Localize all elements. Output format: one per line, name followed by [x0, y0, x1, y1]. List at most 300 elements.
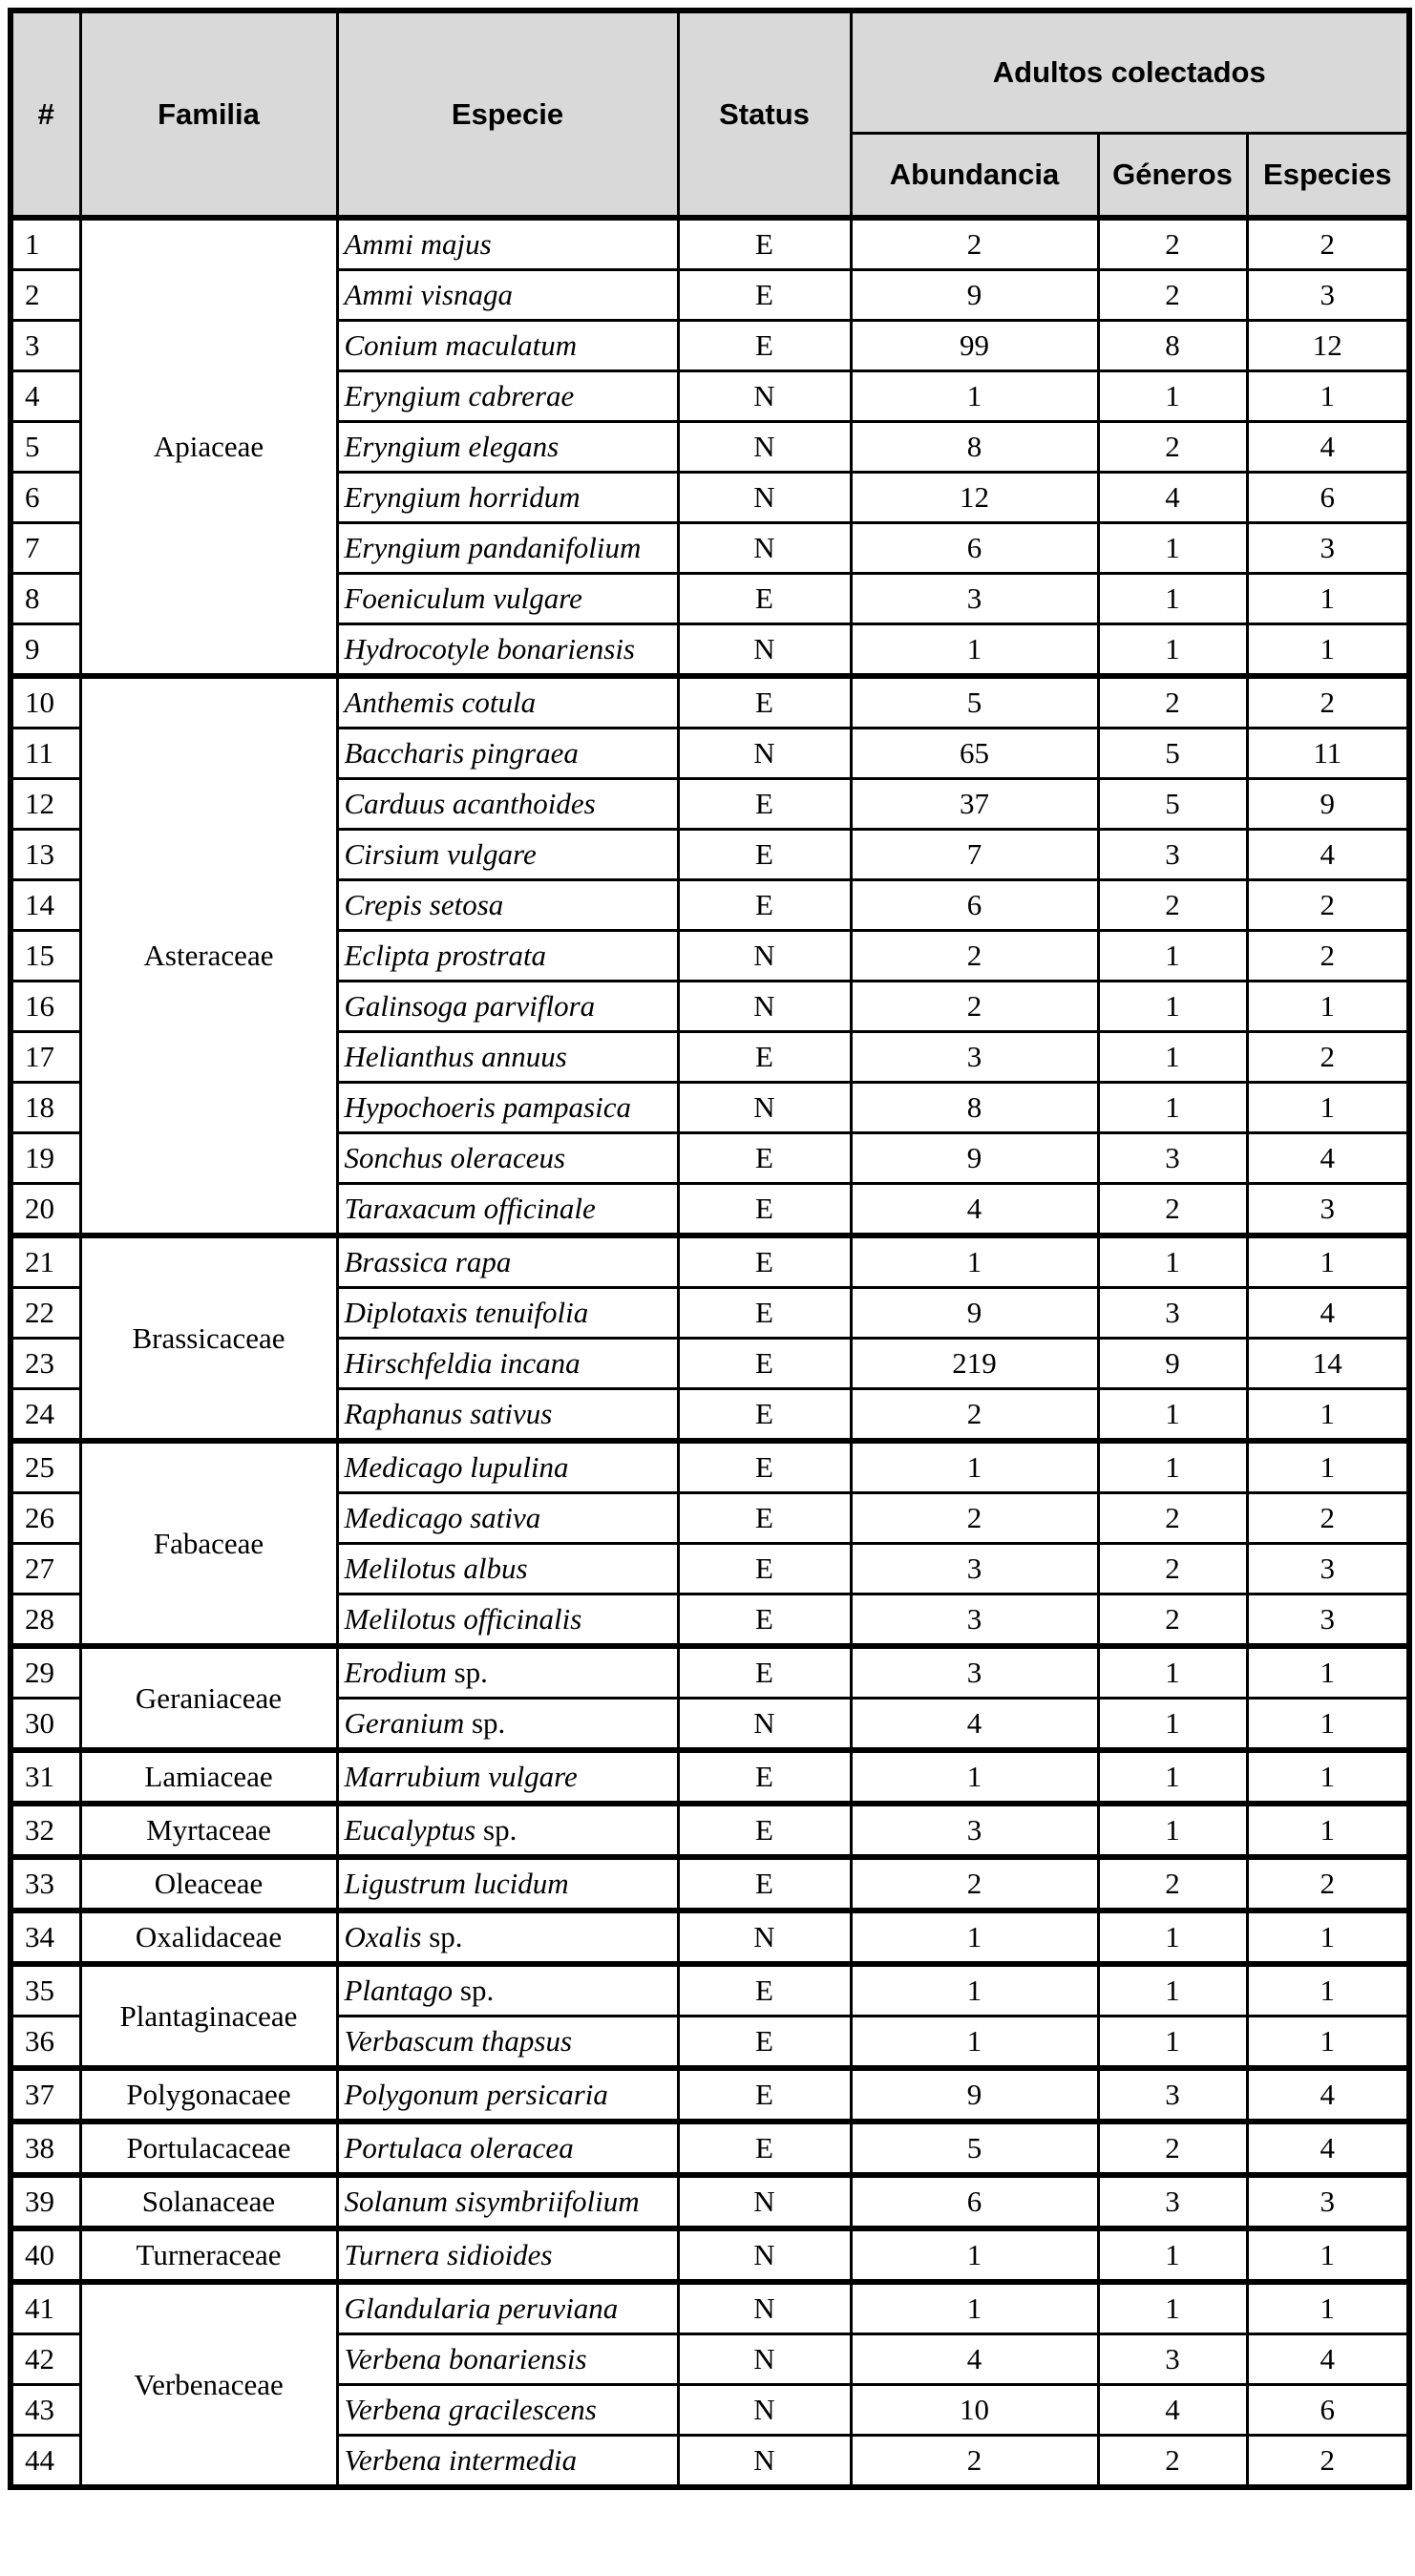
family-name: Asteraceae [80, 676, 337, 1235]
species-binomial: Eryngium pandanifolium [344, 531, 642, 564]
status-value: E [678, 1750, 851, 1804]
especies-value: 3 [1247, 1544, 1409, 1594]
especies-value: 1 [1247, 1389, 1409, 1442]
row-number: 35 [11, 1964, 80, 2016]
especies-value: 2 [1247, 931, 1409, 982]
row-number: 29 [11, 1646, 80, 1699]
family-group [11, 2228, 1409, 2282]
especies-value: 2 [1247, 1493, 1409, 1544]
status-value: E [678, 1646, 851, 1699]
species-binomial: Geranium [344, 1706, 465, 1740]
generos-value: 1 [1098, 371, 1247, 422]
generos-value: 1 [1098, 1083, 1247, 1133]
generos-value: 1 [1098, 523, 1247, 574]
generos-value: 3 [1098, 1133, 1247, 1184]
row-number: 13 [11, 830, 80, 880]
status-value: N [678, 624, 851, 677]
row-number: 23 [11, 1339, 80, 1389]
abundancia-value: 4 [851, 1184, 1098, 1236]
abundancia-value: 3 [851, 1646, 1098, 1699]
species-binomial: Melilotus albus [344, 1552, 528, 1585]
status-value: N [678, 371, 851, 422]
abundancia-value: 1 [851, 1235, 1098, 1288]
row-number: 30 [11, 1699, 80, 1751]
status-value: N [678, 523, 851, 574]
species-name [337, 1339, 678, 1389]
family-name: Lamiaceae [80, 1750, 337, 1804]
species-binomial: Oxalis [344, 1920, 422, 1953]
species-name [337, 1699, 678, 1751]
row-number: 37 [11, 2068, 80, 2122]
generos-value: 2 [1098, 2122, 1247, 2175]
generos-value: 2 [1098, 1544, 1247, 1594]
family-group [11, 1750, 1409, 1804]
family-group [11, 676, 1409, 1235]
status-value: N [678, 2334, 851, 2385]
generos-value: 2 [1098, 676, 1247, 728]
species-name [337, 1857, 678, 1911]
row-number: 21 [11, 1235, 80, 1288]
species-binomial: Brassica rapa [344, 1245, 512, 1278]
generos-value: 2 [1098, 880, 1247, 931]
abundancia-value: 4 [851, 1699, 1098, 1751]
species-binomial: Medicago lupulina [344, 1450, 569, 1484]
abundancia-value: 1 [851, 1441, 1098, 1493]
species-name [337, 1594, 678, 1647]
row-number: 26 [11, 1493, 80, 1544]
table-row [11, 2228, 1409, 2282]
header-generos: Géneros [1098, 134, 1247, 219]
species-name [337, 473, 678, 523]
species-binomial: Helianthus annuus [344, 1040, 567, 1073]
species-binomial: Raphanus sativus [344, 1397, 553, 1430]
abundancia-value: 3 [851, 1804, 1098, 1857]
generos-value: 2 [1098, 270, 1247, 321]
row-number: 2 [11, 270, 80, 321]
species-binomial: Eryngium cabrerae [344, 379, 575, 412]
especies-value: 1 [1247, 1235, 1409, 1288]
status-value: E [678, 1288, 851, 1339]
especies-value: 4 [1247, 1288, 1409, 1339]
row-number: 32 [11, 1804, 80, 1857]
family-group [11, 1441, 1409, 1646]
status-value: E [678, 880, 851, 931]
species-binomial: Verbena bonariensis [344, 2342, 587, 2375]
especies-value: 1 [1247, 1964, 1409, 2016]
family-name: Turneraceae [80, 2228, 337, 2282]
species-name [337, 2016, 678, 2069]
abundancia-value: 3 [851, 1032, 1098, 1083]
row-number: 24 [11, 1389, 80, 1442]
species-suffix: sp. [475, 1813, 517, 1847]
generos-value: 1 [1098, 1389, 1247, 1442]
header-status: Status [678, 11, 851, 218]
species-suffix: sp. [453, 1974, 495, 2007]
family-group [11, 1235, 1409, 1441]
abundancia-value: 9 [851, 1288, 1098, 1339]
row-number: 15 [11, 931, 80, 982]
especies-value: 11 [1247, 728, 1409, 779]
generos-value: 2 [1098, 1184, 1247, 1236]
species-name [337, 2175, 678, 2228]
species-binomial: Marrubium vulgare [344, 1760, 578, 1793]
generos-value: 8 [1098, 321, 1247, 371]
status-value: E [678, 1235, 851, 1288]
especies-value: 1 [1247, 371, 1409, 422]
species-name [337, 1544, 678, 1594]
especies-value: 4 [1247, 2334, 1409, 2385]
status-value: N [678, 422, 851, 473]
species-binomial: Eryngium elegans [344, 430, 560, 463]
species-name [337, 2385, 678, 2436]
header-especies: Especies [1247, 134, 1409, 219]
especies-value: 12 [1247, 321, 1409, 371]
abundancia-value: 2 [851, 931, 1098, 982]
species-binomial: Sonchus oleraceus [344, 1141, 566, 1174]
species-binomial: Turnera sidioides [344, 2238, 553, 2271]
generos-value: 1 [1098, 1911, 1247, 1964]
status-value: N [678, 1083, 851, 1133]
family-group [11, 2068, 1409, 2122]
abundancia-value: 6 [851, 2175, 1098, 2228]
generos-value: 1 [1098, 1964, 1247, 2016]
species-binomial: Glandularia peruviana [344, 2291, 619, 2325]
especies-value: 3 [1247, 1594, 1409, 1647]
species-binomial: Carduus acanthoides [344, 787, 596, 820]
row-number: 3 [11, 321, 80, 371]
row-number: 5 [11, 422, 80, 473]
species-name [337, 1032, 678, 1083]
species-name [337, 574, 678, 624]
especies-value: 9 [1247, 779, 1409, 830]
generos-value: 5 [1098, 779, 1247, 830]
species-name [337, 371, 678, 422]
species-name [337, 1493, 678, 1544]
family-name: Plantaginaceae [80, 1964, 337, 2068]
row-number: 8 [11, 574, 80, 624]
species-name [337, 2122, 678, 2175]
table-row [11, 1235, 1409, 1288]
status-value: E [678, 1133, 851, 1184]
status-value: E [678, 2068, 851, 2122]
especies-value: 1 [1247, 2282, 1409, 2334]
species-binomial: Melilotus officinalis [344, 1602, 582, 1636]
especies-value: 3 [1247, 270, 1409, 321]
row-number: 20 [11, 1184, 80, 1236]
especies-value: 1 [1247, 624, 1409, 677]
row-number: 38 [11, 2122, 80, 2175]
row-number: 25 [11, 1441, 80, 1493]
row-number: 12 [11, 779, 80, 830]
generos-value: 1 [1098, 931, 1247, 982]
species-name [337, 1441, 678, 1493]
species-name [337, 624, 678, 677]
species-name [337, 982, 678, 1032]
row-number: 22 [11, 1288, 80, 1339]
table-row [11, 1911, 1409, 1964]
generos-value: 3 [1098, 2068, 1247, 2122]
generos-value: 3 [1098, 830, 1247, 880]
especies-value: 2 [1247, 676, 1409, 728]
abundancia-value: 9 [851, 2068, 1098, 2122]
generos-value: 5 [1098, 728, 1247, 779]
especies-value: 14 [1247, 1339, 1409, 1389]
abundancia-value: 9 [851, 1133, 1098, 1184]
status-value: E [678, 2016, 851, 2069]
especies-value: 2 [1247, 1857, 1409, 1911]
table-row [11, 2175, 1409, 2228]
species-name [337, 1288, 678, 1339]
family-name: Myrtaceae [80, 1804, 337, 1857]
status-value: E [678, 1804, 851, 1857]
generos-value: 2 [1098, 2436, 1247, 2488]
species-binomial: Verbena intermedia [344, 2443, 578, 2477]
family-name: Oleaceae [80, 1857, 337, 1911]
status-value: N [678, 2282, 851, 2334]
species-name [337, 2436, 678, 2488]
status-value: E [678, 270, 851, 321]
species-name [337, 880, 678, 931]
species-name [337, 1646, 678, 1699]
especies-value: 4 [1247, 830, 1409, 880]
abundancia-value: 5 [851, 676, 1098, 728]
status-value: E [678, 574, 851, 624]
generos-value: 2 [1098, 1493, 1247, 1544]
row-number: 6 [11, 473, 80, 523]
abundancia-value: 1 [851, 2282, 1098, 2334]
header-familia: Familia [80, 11, 337, 218]
abundancia-value: 6 [851, 523, 1098, 574]
generos-value: 1 [1098, 1032, 1247, 1083]
species-binomial: Crepis setosa [344, 888, 504, 921]
generos-value: 9 [1098, 1339, 1247, 1389]
especies-value: 1 [1247, 1750, 1409, 1804]
generos-value: 2 [1098, 422, 1247, 473]
especies-value: 1 [1247, 1911, 1409, 1964]
abundancia-value: 1 [851, 371, 1098, 422]
table-row [11, 2068, 1409, 2122]
abundancia-value: 2 [851, 218, 1098, 270]
family-group [11, 2122, 1409, 2175]
abundancia-value: 1 [851, 624, 1098, 677]
especies-value: 1 [1247, 574, 1409, 624]
species-binomial: Eucalyptus [344, 1813, 476, 1847]
species-binomial: Portulaca oleracea [344, 2131, 574, 2164]
family-group [11, 1911, 1409, 1964]
species-name [337, 676, 678, 728]
table-row [11, 676, 1409, 728]
row-number: 44 [11, 2436, 80, 2488]
abundancia-value: 2 [851, 1857, 1098, 1911]
status-value: E [678, 1493, 851, 1544]
species-name [337, 779, 678, 830]
generos-value: 1 [1098, 2016, 1247, 2069]
species-name [337, 422, 678, 473]
abundancia-value: 3 [851, 574, 1098, 624]
row-number: 41 [11, 2282, 80, 2334]
header-especie: Especie [337, 11, 678, 218]
row-number: 7 [11, 523, 80, 574]
especies-value: 1 [1247, 1804, 1409, 1857]
table-row [11, 1964, 1409, 2016]
abundancia-value: 3 [851, 1544, 1098, 1594]
status-value: E [678, 830, 851, 880]
abundancia-value: 1 [851, 1750, 1098, 1804]
abundancia-value: 8 [851, 1083, 1098, 1133]
status-value: N [678, 2436, 851, 2488]
row-number: 31 [11, 1750, 80, 1804]
row-number: 4 [11, 371, 80, 422]
species-name [337, 1911, 678, 1964]
species-name [337, 2282, 678, 2334]
generos-value: 3 [1098, 2334, 1247, 2385]
row-number: 17 [11, 1032, 80, 1083]
species-name [337, 321, 678, 371]
status-value: E [678, 779, 851, 830]
species-name [337, 1964, 678, 2016]
row-number: 33 [11, 1857, 80, 1911]
family-group [11, 2175, 1409, 2228]
especies-value: 2 [1247, 880, 1409, 931]
species-binomial: Verbascum thapsus [344, 2024, 573, 2058]
status-value: E [678, 1032, 851, 1083]
generos-value: 1 [1098, 624, 1247, 677]
species-name [337, 1184, 678, 1236]
abundancia-value: 2 [851, 2436, 1098, 2488]
status-value: E [678, 1389, 851, 1442]
row-number: 27 [11, 1544, 80, 1594]
species-table [8, 8, 1412, 2490]
species-binomial: Eryngium horridum [344, 480, 581, 514]
species-binomial: Erodium [344, 1656, 447, 1689]
table-row [11, 1646, 1409, 1699]
especies-value: 6 [1247, 473, 1409, 523]
species-name [337, 2068, 678, 2122]
family-group [11, 1964, 1409, 2068]
abundancia-value: 8 [851, 422, 1098, 473]
abundancia-value: 12 [851, 473, 1098, 523]
abundancia-value: 1 [851, 1911, 1098, 1964]
family-name: Fabaceae [80, 1441, 337, 1646]
generos-value: 3 [1098, 2175, 1247, 2228]
family-group [11, 1646, 1409, 1750]
species-binomial: Medicago sativa [344, 1501, 541, 1534]
generos-value: 2 [1098, 1594, 1247, 1647]
species-suffix: sp. [464, 1706, 506, 1740]
row-number: 43 [11, 2385, 80, 2436]
table-row [11, 1804, 1409, 1857]
species-binomial: Hypochoeris pampasica [344, 1090, 631, 1124]
family-name: Apiaceae [80, 218, 337, 676]
generos-value: 4 [1098, 2385, 1247, 2436]
especies-value: 3 [1247, 523, 1409, 574]
species-name [337, 728, 678, 779]
generos-value: 1 [1098, 1646, 1247, 1699]
row-number: 10 [11, 676, 80, 728]
generos-value: 1 [1098, 2228, 1247, 2282]
species-binomial: Anthemis cotula [344, 686, 537, 719]
generos-value: 2 [1098, 1857, 1247, 1911]
especies-value: 1 [1247, 1699, 1409, 1751]
status-value: E [678, 1594, 851, 1647]
family-name: Solanaceae [80, 2175, 337, 2228]
abundancia-value: 2 [851, 1493, 1098, 1544]
abundancia-value: 4 [851, 2334, 1098, 2385]
generos-value: 1 [1098, 1441, 1247, 1493]
status-value: N [678, 982, 851, 1032]
status-value: E [678, 218, 851, 270]
especies-value: 4 [1247, 2068, 1409, 2122]
row-number: 16 [11, 982, 80, 1032]
species-binomial: Hydrocotyle bonariensis [344, 632, 635, 665]
especies-value: 1 [1247, 2228, 1409, 2282]
species-name [337, 2228, 678, 2282]
generos-value: 3 [1098, 1288, 1247, 1339]
species-binomial: Conium maculatum [344, 328, 578, 362]
species-binomial: Foeniculum vulgare [344, 581, 582, 615]
species-binomial: Ammi visnaga [344, 278, 514, 311]
table-row [11, 1857, 1409, 1911]
row-number: 39 [11, 2175, 80, 2228]
especies-value: 3 [1247, 2175, 1409, 2228]
especies-value: 1 [1247, 1083, 1409, 1133]
family-name: Polygonacaee [80, 2068, 337, 2122]
header-abundancia: Abundancia [851, 134, 1098, 219]
family-group [11, 218, 1409, 676]
row-number: 18 [11, 1083, 80, 1133]
abundancia-value: 99 [851, 321, 1098, 371]
abundancia-value: 10 [851, 2385, 1098, 2436]
table-row [11, 1441, 1409, 1493]
status-value: N [678, 1911, 851, 1964]
family-name: Verbenaceae [80, 2282, 337, 2487]
status-value: E [678, 1544, 851, 1594]
table-header [11, 11, 1409, 218]
row-number: 14 [11, 880, 80, 931]
family-group [11, 2282, 1409, 2487]
especies-value: 4 [1247, 422, 1409, 473]
especies-value: 6 [1247, 2385, 1409, 2436]
generos-value: 4 [1098, 473, 1247, 523]
status-value: E [678, 2122, 851, 2175]
generos-value: 1 [1098, 1750, 1247, 1804]
especies-value: 3 [1247, 1184, 1409, 1236]
table-row [11, 2282, 1409, 2334]
header-number: # [11, 11, 80, 218]
status-value: N [678, 1699, 851, 1751]
especies-value: 1 [1247, 1646, 1409, 1699]
abundancia-value: 37 [851, 779, 1098, 830]
generos-value: 1 [1098, 1235, 1247, 1288]
species-binomial: Diplotaxis tenuifolia [344, 1296, 589, 1329]
species-binomial: Verbena gracilescens [344, 2393, 597, 2426]
table-wrapper [8, 8, 1412, 2490]
species-name [337, 2334, 678, 2385]
row-number: 9 [11, 624, 80, 677]
especies-value: 4 [1247, 2122, 1409, 2175]
species-binomial: Ligustrum lucidum [344, 1867, 569, 1900]
table-row [11, 1750, 1409, 1804]
species-binomial: Hirschfeldia incana [344, 1346, 581, 1380]
species-suffix: sp. [421, 1920, 463, 1953]
species-binomial: Cirsium vulgare [344, 837, 537, 871]
status-value: E [678, 1339, 851, 1389]
table-row [11, 2122, 1409, 2175]
species-name [337, 270, 678, 321]
species-binomial: Baccharis pingraea [344, 736, 579, 770]
species-name [337, 1750, 678, 1804]
status-value: N [678, 2385, 851, 2436]
